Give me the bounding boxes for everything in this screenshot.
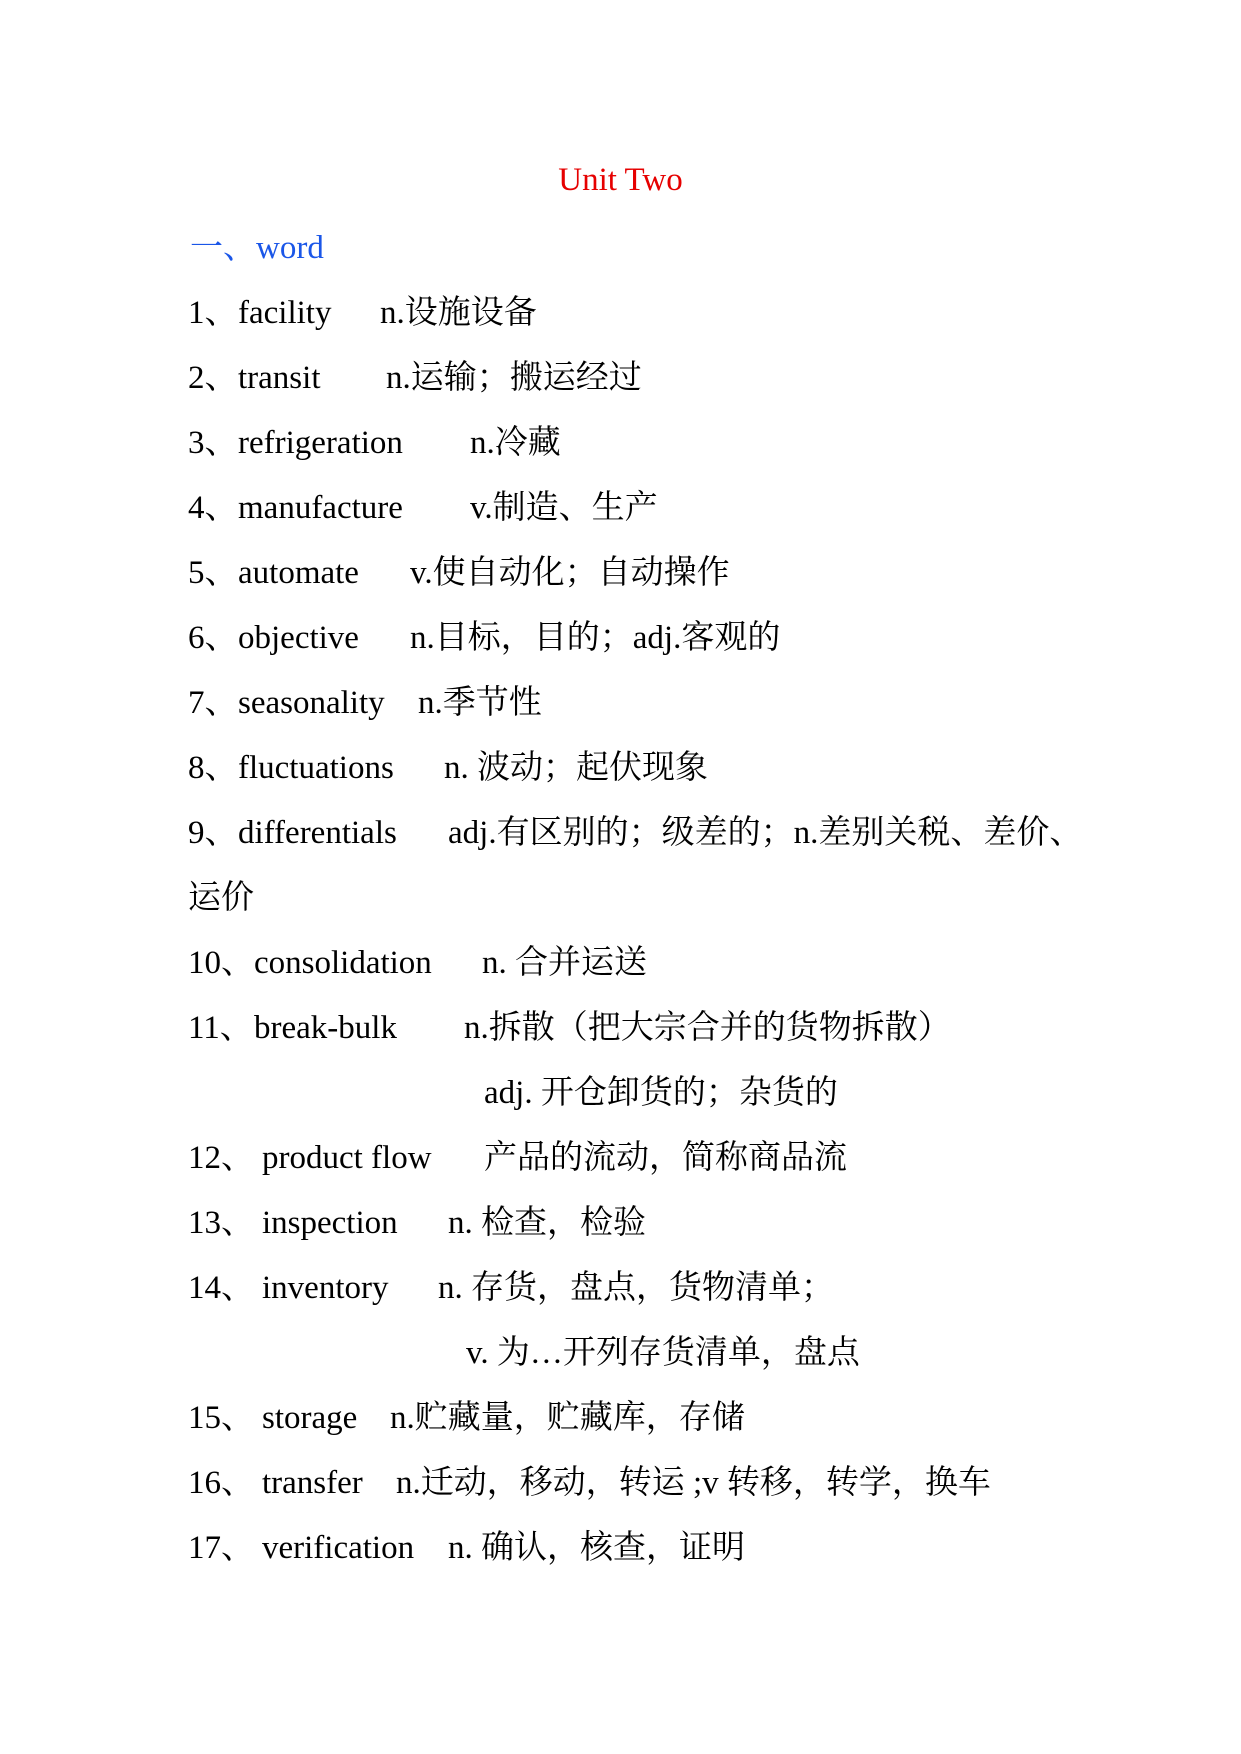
entry-definition: n. 检查，检验 (448, 1205, 646, 1241)
entry-word: facility (238, 295, 332, 331)
entry-definition-continuation: v. 为…开列存货清单，盘点 (466, 1335, 860, 1371)
vocab-entry (0, 941, 1241, 985)
entry-number: 12、 (188, 1140, 254, 1176)
entry-word: transfer (262, 1465, 363, 1501)
entry-definition: n. 确认，核查，证明 (448, 1530, 745, 1566)
vocab-entry (0, 1006, 1241, 1050)
vocab-entry-continuation (0, 1331, 1241, 1375)
entry-number: 2、 (188, 360, 238, 396)
vocab-entry-continuation (0, 876, 1241, 920)
entry-word: product flow (262, 1140, 432, 1176)
vocab-entry (0, 681, 1241, 725)
entry-definition: n. 存货，盘点，货物清单； (438, 1270, 834, 1306)
entry-number: 4、 (188, 490, 238, 526)
vocab-entry (0, 1396, 1241, 1440)
entry-definition: 产品的流动，简称商品流 (484, 1140, 847, 1176)
entry-definition: n. 合并运送 (482, 945, 647, 981)
vocab-entry (0, 616, 1241, 660)
entry-number: 11、 (188, 1010, 253, 1046)
vocab-entry (0, 1526, 1241, 1570)
vocab-entry (0, 1266, 1241, 1310)
entry-word: fluctuations (238, 750, 394, 786)
entry-definition: n.冷藏 (470, 425, 561, 461)
entry-word: storage (262, 1400, 358, 1436)
entry-definition: n.运输；搬运经过 (386, 360, 642, 396)
vocab-entry-continuation (0, 1071, 1241, 1115)
section-heading: 一、word (190, 230, 324, 266)
entry-definition: adj.有区别的；级差的；n.差别关税、差价、 (448, 815, 1083, 851)
entry-word: manufacture (238, 490, 403, 526)
vocab-entry (0, 356, 1241, 400)
entry-word: consolidation (254, 945, 432, 981)
entry-word: seasonality (238, 685, 385, 721)
entry-number: 5、 (188, 555, 238, 591)
entry-word: objective (238, 620, 359, 656)
entry-definition: n.目标，目的；adj.客观的 (410, 620, 781, 656)
entry-definition-continuation: 运价 (188, 880, 254, 916)
page-title: Unit Two (558, 162, 683, 198)
vocab-entry (0, 1201, 1241, 1245)
entry-word: inventory (262, 1270, 389, 1306)
entry-definition: v.使自动化；自动操作 (410, 555, 730, 591)
entry-number: 6、 (188, 620, 238, 656)
entry-definition: v.制造、生产 (470, 490, 658, 526)
vocab-entry (0, 1136, 1241, 1180)
entry-word: transit (238, 360, 321, 396)
entry-definition: n.拆散（把大宗合并的货物拆散） (464, 1010, 951, 1046)
vocab-entry (0, 811, 1241, 855)
entry-definition-continuation: adj. 开仓卸货的；杂货的 (484, 1075, 838, 1111)
entry-definition: n. 波动；起伏现象 (444, 750, 708, 786)
entry-number: 10、 (188, 945, 254, 981)
entry-number: 14、 (188, 1270, 254, 1306)
entry-number: 13、 (188, 1205, 254, 1241)
vocab-entry (0, 291, 1241, 335)
vocab-entry (0, 1461, 1241, 1505)
entry-word: verification (262, 1530, 415, 1566)
vocab-entry (0, 486, 1241, 530)
entry-number: 16、 (188, 1465, 254, 1501)
entry-number: 3、 (188, 425, 238, 461)
entry-word: automate (238, 555, 359, 591)
entry-number: 9、 (188, 815, 238, 851)
entry-word: refrigeration (238, 425, 403, 461)
entry-number: 15、 (188, 1400, 254, 1436)
entry-definition: n.设施设备 (380, 295, 537, 331)
entry-definition: n.迁动，移动，转运 ;v 转移，转学，换车 (396, 1465, 991, 1501)
entry-number: 1、 (188, 295, 238, 331)
entry-word: inspection (262, 1205, 398, 1241)
entry-word: break-bulk (254, 1010, 397, 1046)
entry-definition: n.季节性 (418, 685, 542, 721)
entry-definition: n.贮藏量，贮藏库，存储 (390, 1400, 745, 1436)
entry-number: 7、 (188, 685, 238, 721)
entry-number: 17、 (188, 1530, 254, 1566)
vocab-entry (0, 746, 1241, 790)
vocab-entry (0, 551, 1241, 595)
vocab-entry (0, 421, 1241, 465)
entry-number: 8、 (188, 750, 238, 786)
entry-word: differentials (238, 815, 397, 851)
